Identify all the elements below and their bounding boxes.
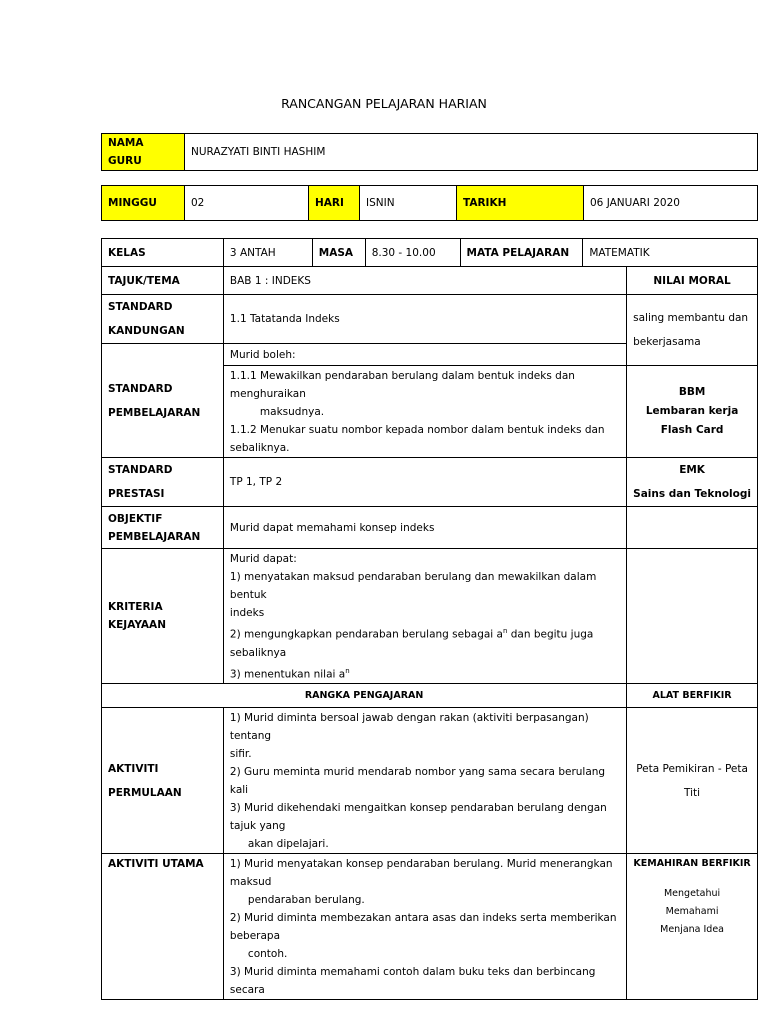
main-line-3: pendaraban berulang. <box>247 894 365 906</box>
performance-standard-value: TP 1, TP 2 <box>223 458 626 507</box>
moral-value-1: saling membantu dan <box>633 312 749 324</box>
bbm-label: BBM <box>678 386 706 398</box>
lesson-plan-table <box>101 238 758 1000</box>
moral-value <box>627 295 758 366</box>
criteria-line-2: 1) menyatakan maksud pendaraban berulang dan mewakilkan dalam bentuk <box>229 571 597 601</box>
starter-line-1: 1) Murid diminta bersoal jawab dengan rakan (aktiviti berpasangan) tentang <box>229 712 589 742</box>
performance-standard-label-2: PRESTASI <box>108 488 165 500</box>
thinking-skills-item-2: Memahami <box>665 906 719 917</box>
learning-standard-line-4: 1.1.2 Menukar suatu nombor kepada nombor dalam bentuk indeks dan <box>229 424 605 436</box>
main-line-1: 1) Murid menyatakan konsep pendaraban berulang. Murid menerangkan <box>229 858 613 870</box>
date-label: TARIKH <box>457 186 584 221</box>
criteria-label: KRITERIA KEJAYAAN <box>102 549 224 684</box>
starter-activity-value <box>223 708 626 854</box>
starter-line-2: sifir. <box>229 748 252 760</box>
starter-line-6: akan dipelajari. <box>247 838 329 850</box>
criteria-line-5: sebaliknya <box>229 646 287 659</box>
framework-header: RANGKA PENGAJARAN <box>102 684 627 708</box>
learning-standard-label <box>102 344 224 458</box>
objective-label-2: PEMBELAJARAN <box>108 530 201 543</box>
learning-standard-intro: Murid boleh: <box>223 344 626 366</box>
main-line-5: beberapa <box>229 930 281 942</box>
subject-label: MATA PELAJARAN <box>460 239 583 267</box>
criteria-line-4-end: dan begitu juga <box>507 628 594 641</box>
starter-activity-label-2: PERMULAAN <box>108 786 182 799</box>
week-value: 02 <box>185 186 309 221</box>
topic-label: TAJUK/TEMA <box>102 267 224 295</box>
content-standard-label-2: KANDUNGAN <box>108 325 185 337</box>
topic-value: BAB 1 : INDEKS <box>223 267 626 295</box>
starter-line-4: 3) Murid dikehendaki mengaitkan konsep pendaraban berulang dengan <box>229 802 607 814</box>
content-standard-label <box>102 295 224 344</box>
thinking-tool-label: ALAT BERFIKIR <box>627 684 758 708</box>
criteria-line-6 <box>230 662 620 684</box>
criteria-value <box>223 549 626 684</box>
criteria-line-3: indeks <box>229 607 265 619</box>
thinking-tool-value <box>627 708 758 854</box>
main-line-4: 2) Murid diminta membezakan antara asas dan indeks serta memberikan <box>229 912 617 924</box>
main-line-6: contoh. <box>247 948 288 960</box>
day-value: ISNIN <box>360 186 457 221</box>
learning-standard-label-2: PEMBELAJARAN <box>108 406 201 419</box>
teacher-label: NAMA GURU <box>102 134 185 171</box>
criteria-empty-cell <box>627 549 758 684</box>
learning-standard-line-3: maksudnya. <box>259 406 325 418</box>
emk-cell <box>627 458 758 507</box>
learning-standard-value <box>223 366 626 458</box>
thinking-skills-item-1: Mengetahui <box>663 888 721 899</box>
criteria-line-4-text: 2) mengungkapkan pendaraban berulang sebagai a <box>229 628 503 641</box>
content-standard-value: 1.1 Tatatanda Indeks <box>223 295 626 344</box>
learning-standard-line-5: sebaliknya. <box>229 442 290 454</box>
thinking-tool-value-2: Titi <box>684 786 701 799</box>
bbm-item-1: Lembaran kerja <box>645 405 739 417</box>
emk-label: EMK <box>679 464 705 476</box>
moral-label: NILAI MORAL <box>627 267 758 295</box>
time-value: 8.30 - 10.00 <box>365 239 460 267</box>
objective-empty-cell <box>627 507 758 549</box>
learning-standard-line-2: menghuraikan <box>229 388 306 400</box>
subject-value: MATEMATIK <box>583 239 758 267</box>
performance-standard-label-1: STANDARD <box>108 464 173 476</box>
criteria-line-1: Murid dapat: <box>229 553 297 565</box>
main-activity-label: AKTIVITI UTAMA <box>102 854 224 1000</box>
learning-standard-line-1: 1.1.1 Mewakilkan pendaraban berulang dalam bentuk indeks dan <box>229 370 575 382</box>
starter-activity-label <box>102 708 224 854</box>
criteria-line-4-sup: n <box>502 627 508 635</box>
criteria-line-6-text: 3) menentukan nilai a <box>229 668 346 680</box>
thinking-skills-spacer <box>633 873 751 885</box>
bbm-item-2: Flash Card <box>660 424 724 436</box>
class-value: 3 ANTAH <box>223 239 312 267</box>
main-line-2: maksud <box>229 876 272 888</box>
thinking-skills-item-3: Menjana Idea <box>660 924 725 935</box>
performance-standard-label <box>102 458 224 507</box>
date-value: 06 JANUARI 2020 <box>584 186 758 221</box>
criteria-line-6-sup: n <box>345 666 350 675</box>
moral-value-2: bekerjasama <box>633 336 701 348</box>
time-label: MASA <box>312 239 365 267</box>
objective-value: Murid dapat memahami konsep indeks <box>223 507 626 549</box>
teacher-name: NURAZYATI BINTI HASHIM <box>185 134 758 171</box>
emk-value: Sains dan Teknologi <box>633 488 751 500</box>
week-label: MINGGU <box>102 186 185 221</box>
starter-activity-label-1: AKTIVITI <box>108 762 159 775</box>
starter-line-5: tajuk yang <box>229 820 286 832</box>
class-label: KELAS <box>102 239 224 267</box>
objective-label <box>102 507 224 549</box>
date-table <box>101 185 758 221</box>
bbm-cell <box>627 366 758 458</box>
criteria-line-4 <box>230 622 620 644</box>
day-label: HARI <box>309 186 360 221</box>
thinking-tool-value-1: Peta Pemikiran - Peta <box>636 762 748 775</box>
main-activity-value <box>223 854 626 1000</box>
learning-standard-label-1: STANDARD <box>108 382 173 395</box>
teacher-table <box>101 133 758 171</box>
main-line-7: 3) Murid diminta memahami contoh dalam buku teks dan berbincang secara <box>229 966 596 996</box>
thinking-skills-label: KEMAHIRAN BERFIKIR <box>633 858 751 869</box>
objective-label-1: OBJEKTIF <box>108 512 163 525</box>
page-title: RANCANGAN PELAJARAN HARIAN <box>281 96 487 111</box>
content-standard-label-1: STANDARD <box>108 301 173 313</box>
starter-line-3: 2) Guru meminta murid mendarab nombor yang sama secara berulang kali <box>229 766 606 796</box>
thinking-skills-cell <box>627 854 758 1000</box>
